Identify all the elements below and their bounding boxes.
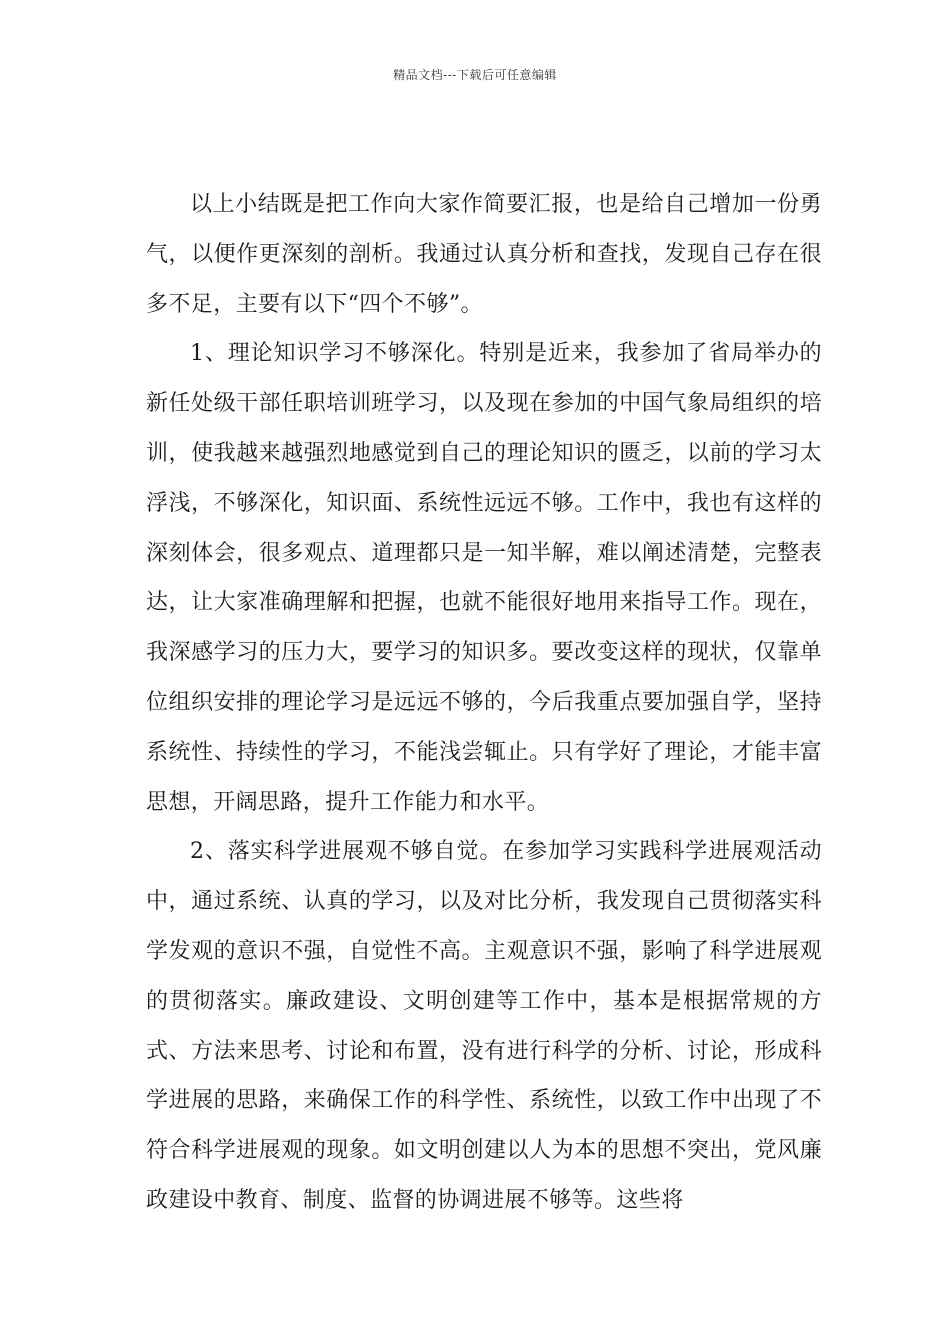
paragraph-intro: 以上小结既是把工作向大家作简要汇报，也是给自己增加一份勇气，以便作更深刻的剖析。我通过认真分析和查找，发现自己存在很多不足，主要有以下“四个不够”。 <box>146 192 822 317</box>
document-body <box>146 180 822 1226</box>
paragraph-theory-study: 1、理论知识学习不够深化。特别是近来，我参加了省局举办的新任处级干部任职培训班学习，以及现在参加的中国气象局组织的培训，使我越来越强烈地感觉到自己的理论知识的匮乏，以前的学习太浮浅，不够深化，知识面、系统性远远不够。工作中，我也有这样的深刻体会，很多观点、道理都只是一知半解，难以阐述清楚，完整表达，让大家准确理解和把握，也就不能很好地用来指导工作。现在，我深感学习的压力大，要学习的知识多。要改变这样的现状，仅靠单位组织安排的理论学习是远远不够的，今后我重点要加强自学，坚持系统性、持续性的学习，不能浅尝辄止。只有学好了理论，才能丰富思想，开阔思路，提升工作能力和水平。 <box>146 341 822 815</box>
paragraph-scientific-development: 2、落实科学进展观不够自觉。在参加学习实践科学进展观活动中，通过系统、认真的学习，以及对比分析，我发现自己贯彻落实科学发观的意识不强，自觉性不高。主观意识不强，影响了科学进展观的贯彻落实。廉政建设、文明创建等工作中，基本是根据常规的方式、方法来思考、讨论和布置，没有进行科学的分析、讨论，形成科学进展的思路，来确保工作的科学性、系统性，以致工作中出现了不符合科学进展观的现象。如文明创建以人为本的思想不突出，党风廉政建设中教育、制度、监督的协调进展不够等。这些将 <box>146 839 822 1213</box>
page-header: 精品文档---下载后可任意编辑 <box>393 68 557 82</box>
